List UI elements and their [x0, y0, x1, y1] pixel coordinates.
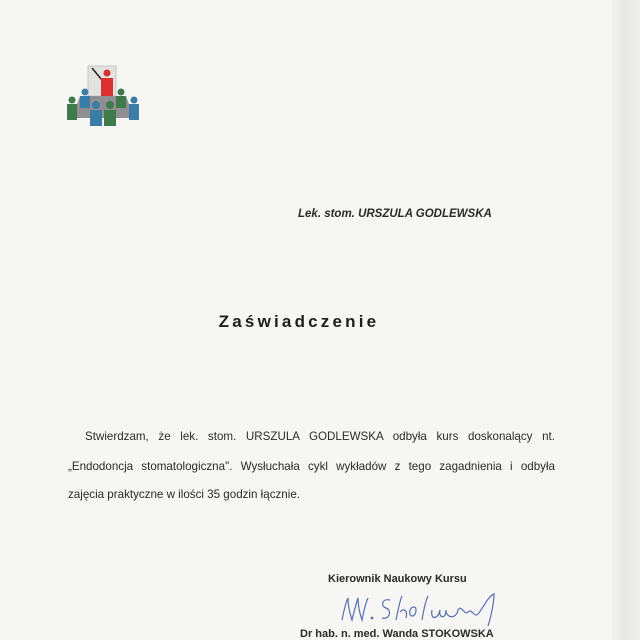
body-line-2: „Endodoncja stomatologiczna". Wysłuchała cykl wykładów z tego zagadnienia i odbyła	[68, 460, 555, 473]
recipient-header: Lek. stom. URSZULA GODLEWSKA	[298, 208, 492, 220]
signatory-name: Dr hab. n. med. Wanda STOKOWSKA	[300, 628, 494, 640]
signatory-role: Kierownik Naukowy Kursu	[328, 573, 467, 585]
handwritten-signature	[338, 590, 518, 628]
scan-edge-shadow	[612, 0, 640, 640]
document-title: Zaświadczenie	[218, 312, 380, 331]
lecture-logo-icon	[66, 58, 142, 130]
body-line-1: Stwierdzam, że lek. stom. URSZULA GODLEWSKA odbyła kurs doskonalący nt.	[85, 430, 555, 443]
body-line-3: zajęcia praktyczne w ilości 35 godzin łącznie.	[68, 488, 300, 501]
